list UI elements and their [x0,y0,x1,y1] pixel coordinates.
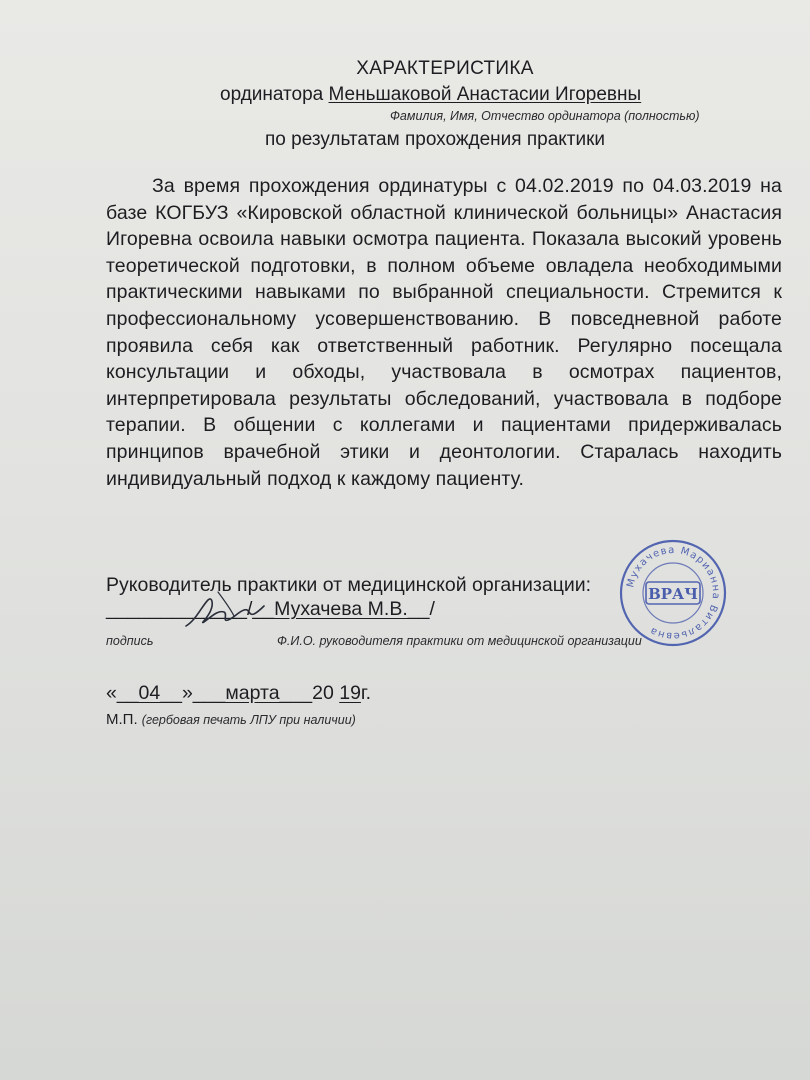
name-hint: Фамилия, Имя, Отчество ординатора (полностью) [390,109,700,123]
subject-line [220,84,641,106]
subject-name: Меньшаковой Анастасии Игоревны [328,84,642,105]
leader-name-field: __Мухачева М.В.__ [252,598,430,620]
fio-hint: Ф.И.О. руководителя практики от медицинской организации [277,634,642,648]
stamp-center-text: ВРАЧ [648,585,698,603]
date-year: 19 [339,682,361,704]
document-title: ХАРАКТЕРИСТИКА [356,58,534,79]
date-close-quote: » [181,682,193,704]
subject-prefix: ординатора [220,84,324,105]
stamp-ring-text: Мухачева Марианна Витальевна [625,544,722,642]
signature-end: / [429,598,435,620]
document-subtitle: по результатам прохождения практики [265,129,606,150]
signature-line [106,598,435,621]
seal-line [106,711,356,728]
leader-label: Руководитель практики от медицинской организации: [106,574,592,596]
date-suffix: г. [360,682,372,704]
signature-hint: подпись [106,634,154,648]
date-day: __04__ [116,682,182,704]
date-open-quote: « [106,682,117,704]
date-month: ___марта___ [192,682,313,704]
signature-separator: / [247,598,253,620]
signature-blank: _____________ [106,598,247,620]
date-line [106,682,371,705]
doctor-stamp [618,538,728,648]
handwritten-signature [178,586,268,634]
body-paragraph: За время прохождения ординатуры с 04.02.2019 по 04.03.2019 на базе КОГБУЗ «Кировской областной клинической больницы» Анастасия Игоревна освоила навыки осмотра пациента. Показала высокий уровень теоретической подготовки, в полном объеме овладела необходимыми практическими навыками по выбранной специальности. Стремится к профессиональному усовершенствованию. В повседневной работе проявила себя как ответственный работник. Регулярно посещала консультации и обходы, участвовала в осмотрах пациентов, интерпретировала результаты обследований, участвовала в подборе терапии. В общении с коллегами и пациентами придерживалась принципов врачебной этики и деонтологии. Старалась находить индивидуальный подход к каждому пациенту. [106,175,782,490]
seal-hint: (гербовая печать ЛПУ при наличии) [141,713,356,727]
seal-label: М.П. [106,711,138,728]
date-year-prefix: 20 [312,682,334,704]
